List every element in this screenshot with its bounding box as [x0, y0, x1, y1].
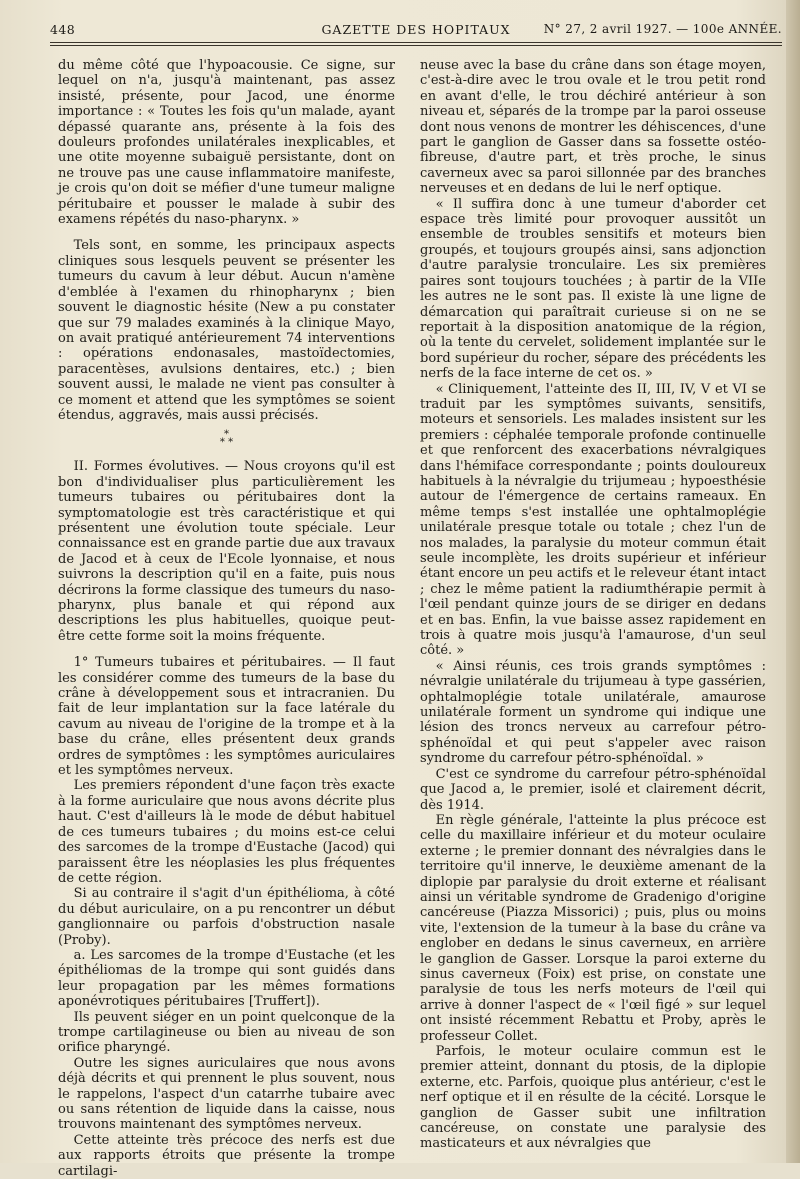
header-rule — [50, 42, 782, 43]
page-header — [50, 22, 782, 40]
paragraph: Tels sont, en somme, les principaux aspects cliniques sous lesquels peuvent se présenter les tumeurs du cavum à leur début. Aucun n'amène d'emblée à l'examen du rhinopharynx ; bien souvent le diagnostic hésite (New a pu constater que sur 79 malades examinés à la clinique Mayo, on avait pratiqué antérieurement 74 interventions : opérations endonasales, mastoïdectomies, paracentèses, avulsions dentaires, etc.) ; bien souvent aussi, le malade ne vient pas consulter à ce moment et attend que les symptômes se soient étendus, aggravés, mais aussi précisés. — [58, 238, 395, 423]
paragraph: Si au contraire il s'agit d'un épithélioma, à côté du début auriculaire, on a pu rencontrer un début ganglionnaire ou parfois d'obstruction nasale (Proby). — [58, 886, 395, 948]
page-number: 448 — [50, 22, 76, 37]
paragraph: Parfois, le moteur oculaire commun est le premier atteint, donnant du ptosis, de la diplopie externe, etc. Parfois, quoique plus antérieur, c'est le nerf optique et il en résulte de la cécité. Lorsque le ganglion de Gasser subit une infiltration cancéreuse, on constate une paralysie des masticateurs et aux névralgies que — [420, 1044, 766, 1152]
paragraph: En règle générale, l'atteinte la plus précoce est celle du maxillaire inférieur et du moteur oculaire externe ; le premier donnant des névralgies dans le territoire qu'il innerve, le deuxième amenant de la diplopie par paralysie du droit externe et réalisant ainsi un véritable syndrome de Gradenigo d'origine cancéreuse (Piazza Missorici) ; puis, plus ou moins vite, l'extension de la tumeur à la base du crâne va englober en dedans le sinus caverneux, en arrière le ganglion de Gasser. Lorsque la paroi externe du sinus caverneux (Foix) est prise, on constate une paralysie de tous les nerfs moteurs de l'œil qui arrive à donner l'aspect de « l'œil figé » sur lequel ont insisté récemment Rebattu et Proby, après le professeur Collet. — [420, 812, 766, 1044]
issue-info: N° 27, 2 avril 1927. — 100e ANNÉE. — [543, 22, 782, 36]
paragraph: neuse avec la base du crâne dans son étage moyen, c'est-à-dire avec le trou ovale et le trou petit rond en avant d'elle, le trou déchiré antérieur à son niveau et, séparés de la trompe par la paroi osseuse dont nous venons de montrer les déhiscences, d'une part le ganglion de Gasser dans sa fossette ostéo-fibreuse, d'autre part, et très proche, le sinus caverneux avec sa paroi sillonnée par des branches nerveuses et en dedans de lui le nerf optique. — [420, 58, 766, 197]
quote-paragraph: « Ainsi réunis, ces trois grands symptômes : névralgie unilatérale du trijumeau à type gassérien, ophtalmoplégie totale unilatérale, amaurose unilatérale forment un syndrome qui indique une lésion des troncs nerveux au carrefour pétro-sphénoïdal et qui peut s'appeler avec raison syndrome du carrefour pétro-sphénoïdal. » — [420, 658, 766, 767]
page-edge — [786, 0, 800, 1163]
section-separator: * * * — [219, 429, 234, 449]
paragraph: C'est ce syndrome du carrefour pétro-sphénoïdal que Jacod a, le premier, isolé et clairement décrit, dès 1914. — [420, 766, 766, 813]
section-heading-paragraph: II. Formes évolutives. — Nous croyons qu'il est bon d'individualiser plus particulièrement les tumeurs tubaires ou péritubaires dont la symptomatologie est très caractéristique et qui présentent une évolution toute spéciale. Leur connaissance est en grande partie due aux travaux de Jacod et à ceux de l'Ecole lyonnaise, et nous suivrons la description qu'il en a faite, puis nous décrirons la forme classique des tumeurs du naso-pharynx, plus banale et qui répond aux descriptions les plus habituelles, quoique peut-être cette forme soit la moins fréquente. — [58, 459, 395, 644]
subsection-paragraph: 1° Tumeurs tubaires et péritubaires. — Il faut les considérer comme des tumeurs de la base du crâne à développement sous et intracranien. Du fait de leur implantation sur la face latérale du cavum au niveau de l'origine de la trompe et à la base du crâne, elles présentent deux grands ordres de symptômes : les symptômes auriculaires et les symptômes nerveux. — [58, 655, 395, 779]
paragraph: Outre les signes auriculaires que nous avons déjà décrits et qui prennent le plus souvent, nous le rappelons, l'aspect d'un catarrhe tubaire avec ou sans rétention de liquide dans la caisse, nous trouvons maintenant des symptômes nerveux. — [58, 1055, 395, 1133]
quote-paragraph: « Il suffira donc à une tumeur d'aborder cet espace très limité pour provoquer aussitôt un ensemble de troubles sensitifs et moteurs bien groupés, et toujours groupés ainsi, sans adjonction d'autre paralysie tronculaire. Les six premières paires sont toujours touchées ; à partir de la VIIe les autres ne le sont pas. Il existe là une ligne de démarcation qui paraîtrait curieuse si on ne se reportait à la disposition anatomique de la région, où la tente du cervelet, solidement implantée sur le bord supérieur du rocher, sépare des précédents les nerfs de la face interne de cet os. » — [420, 196, 766, 382]
left-column — [58, 58, 395, 1179]
paragraph: a. Les sarcomes de la trompe d'Eustache (et les épithéliomas de la trompe qui sont guidés dans leur propagation par les mêmes formations aponévrotiques péritubaires [Truffert]). — [58, 947, 395, 1010]
right-column — [420, 58, 766, 1152]
paragraph: Ils peuvent siéger en un point quelconque de la trompe cartilagineuse ou bien au niveau de son orifice pharyngé. — [58, 1009, 395, 1056]
paragraph: du même côté que l'hypoacousie. Ce signe, sur lequel on n'a, jusqu'à maintenant, pas assez insisté, présente, pour Jacod, une énorme importance : « Toutes les fois qu'un malade, ayant dépassé quarante ans, présente à la fois des douleurs profondes unilatérales inexplicables, et une otite moyenne subaiguë persistante, dont on ne trouve pas une cause inflammatoire manifeste, je crois qu'on doit se méfier d'une tumeur maligne péritubaire et pousser le malade à subir des examens répétés du naso-pharynx. » — [58, 58, 395, 228]
journal-title: GAZETTE DES HOPITAUX — [321, 22, 511, 37]
header-rule-double — [50, 45, 782, 46]
paragraph: Cette atteinte très précoce des nerfs est due aux rapports étroits que présente la trompe cartilagi- — [58, 1132, 395, 1179]
paragraph: Les premiers répondent d'une façon très exacte à la forme auriculaire que nous avons décrite plus haut. C'est d'ailleurs là le mode de début habituel de ces tumeurs tubaires ; du moins est-ce celui des sarcomes de la trompe d'Eustache (Jacod) qui paraissent être les néoplasies les plus fréquentes de cette région. — [58, 778, 395, 886]
quote-paragraph: « Cliniquement, l'atteinte des II, III, IV, V et VI se traduit par les symptômes suivants, sensitifs, moteurs et sensoriels. Les malades insistent sur les premiers : céphalée temporale profonde continuelle et que renforcent des exacerbations névralgiques dans l'hémiface correspondante ; points douloureux habituels à la névralgie du trijumeau ; hypoesthésie autour de l'émergence de certains rameaux. En même temps s'est installée une ophtalmoplégie unilatérale presque totale ou totale ; chez l'un de nos malades, la paralysie du moteur commun était seule incomplète, les droits supérieur et inférieur étant encore un peu actifs et le releveur étant intact ; chez le même patient la radiumthérapie permit à l'œil pendant quinze jours de se diriger en dedans et en bas. Enfin, la vue baisse assez rapidement en trois à quatre mois jusqu'à l'amaurose, d'un seul côté. » — [420, 381, 766, 659]
